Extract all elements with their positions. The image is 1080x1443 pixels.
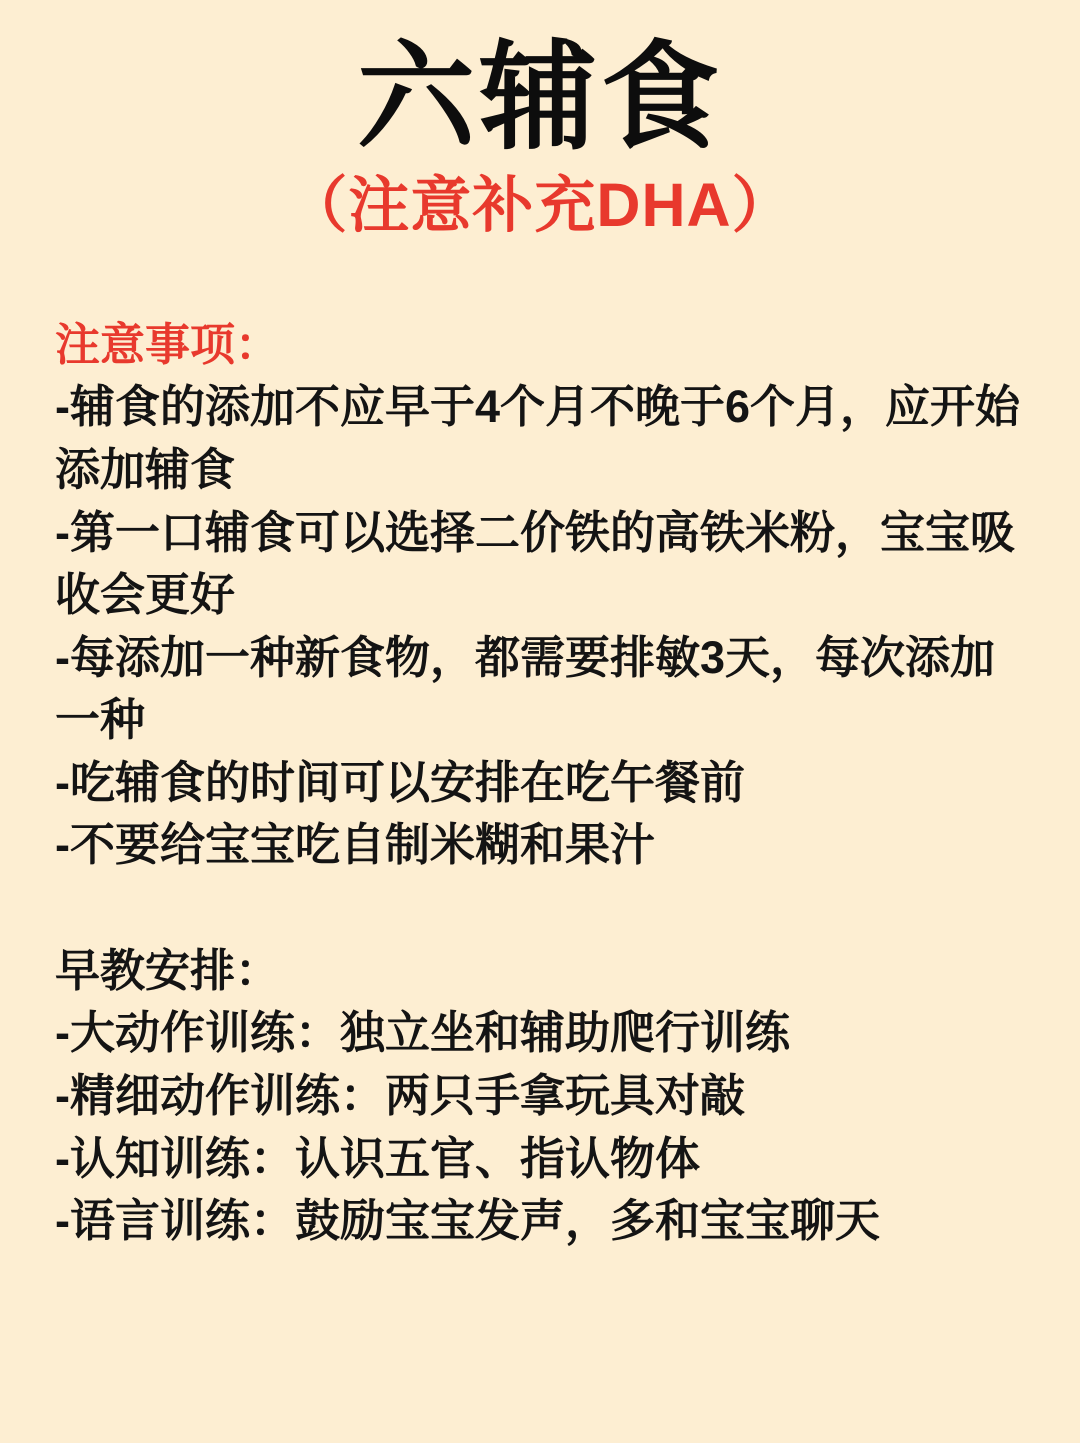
bullet-item: -认知训练：认识五官、指认物体: [55, 1132, 700, 1184]
bullet-item: -吃辅食的时间可以安排在吃午餐前: [55, 756, 745, 808]
bullet-item: -精细动作训练：两只手拿玩具对敲: [55, 1069, 745, 1121]
bullet-item: -第一口辅食可以选择二价铁的高铁米粉，宝宝吸收会更好: [55, 506, 1015, 621]
section-early-education: [55, 940, 1025, 1253]
bullet-item: -每添加一种新食物，都需要排敏3天，每次添加一种: [55, 631, 996, 746]
page-subtitle: （注意补充DHA）: [286, 170, 794, 239]
body-content: [55, 314, 1025, 1253]
section-heading-precautions: 注意事项：: [55, 318, 281, 370]
bullet-item: -语言训练：鼓励宝宝发声，多和宝宝聊天: [55, 1195, 880, 1247]
bullet-item: -辅食的添加不应早于4个月不晚于6个月，应开始添加辅食: [55, 381, 1021, 496]
section-precautions: [55, 314, 1025, 877]
bullet-item: -大动作训练：独立坐和辅助爬行训练: [55, 1007, 790, 1059]
section-heading-early-education: 早教安排：: [55, 944, 281, 996]
bullet-item: -不要给宝宝吃自制米糊和果汁: [55, 819, 655, 871]
page-title: 六辅食: [356, 32, 723, 164]
